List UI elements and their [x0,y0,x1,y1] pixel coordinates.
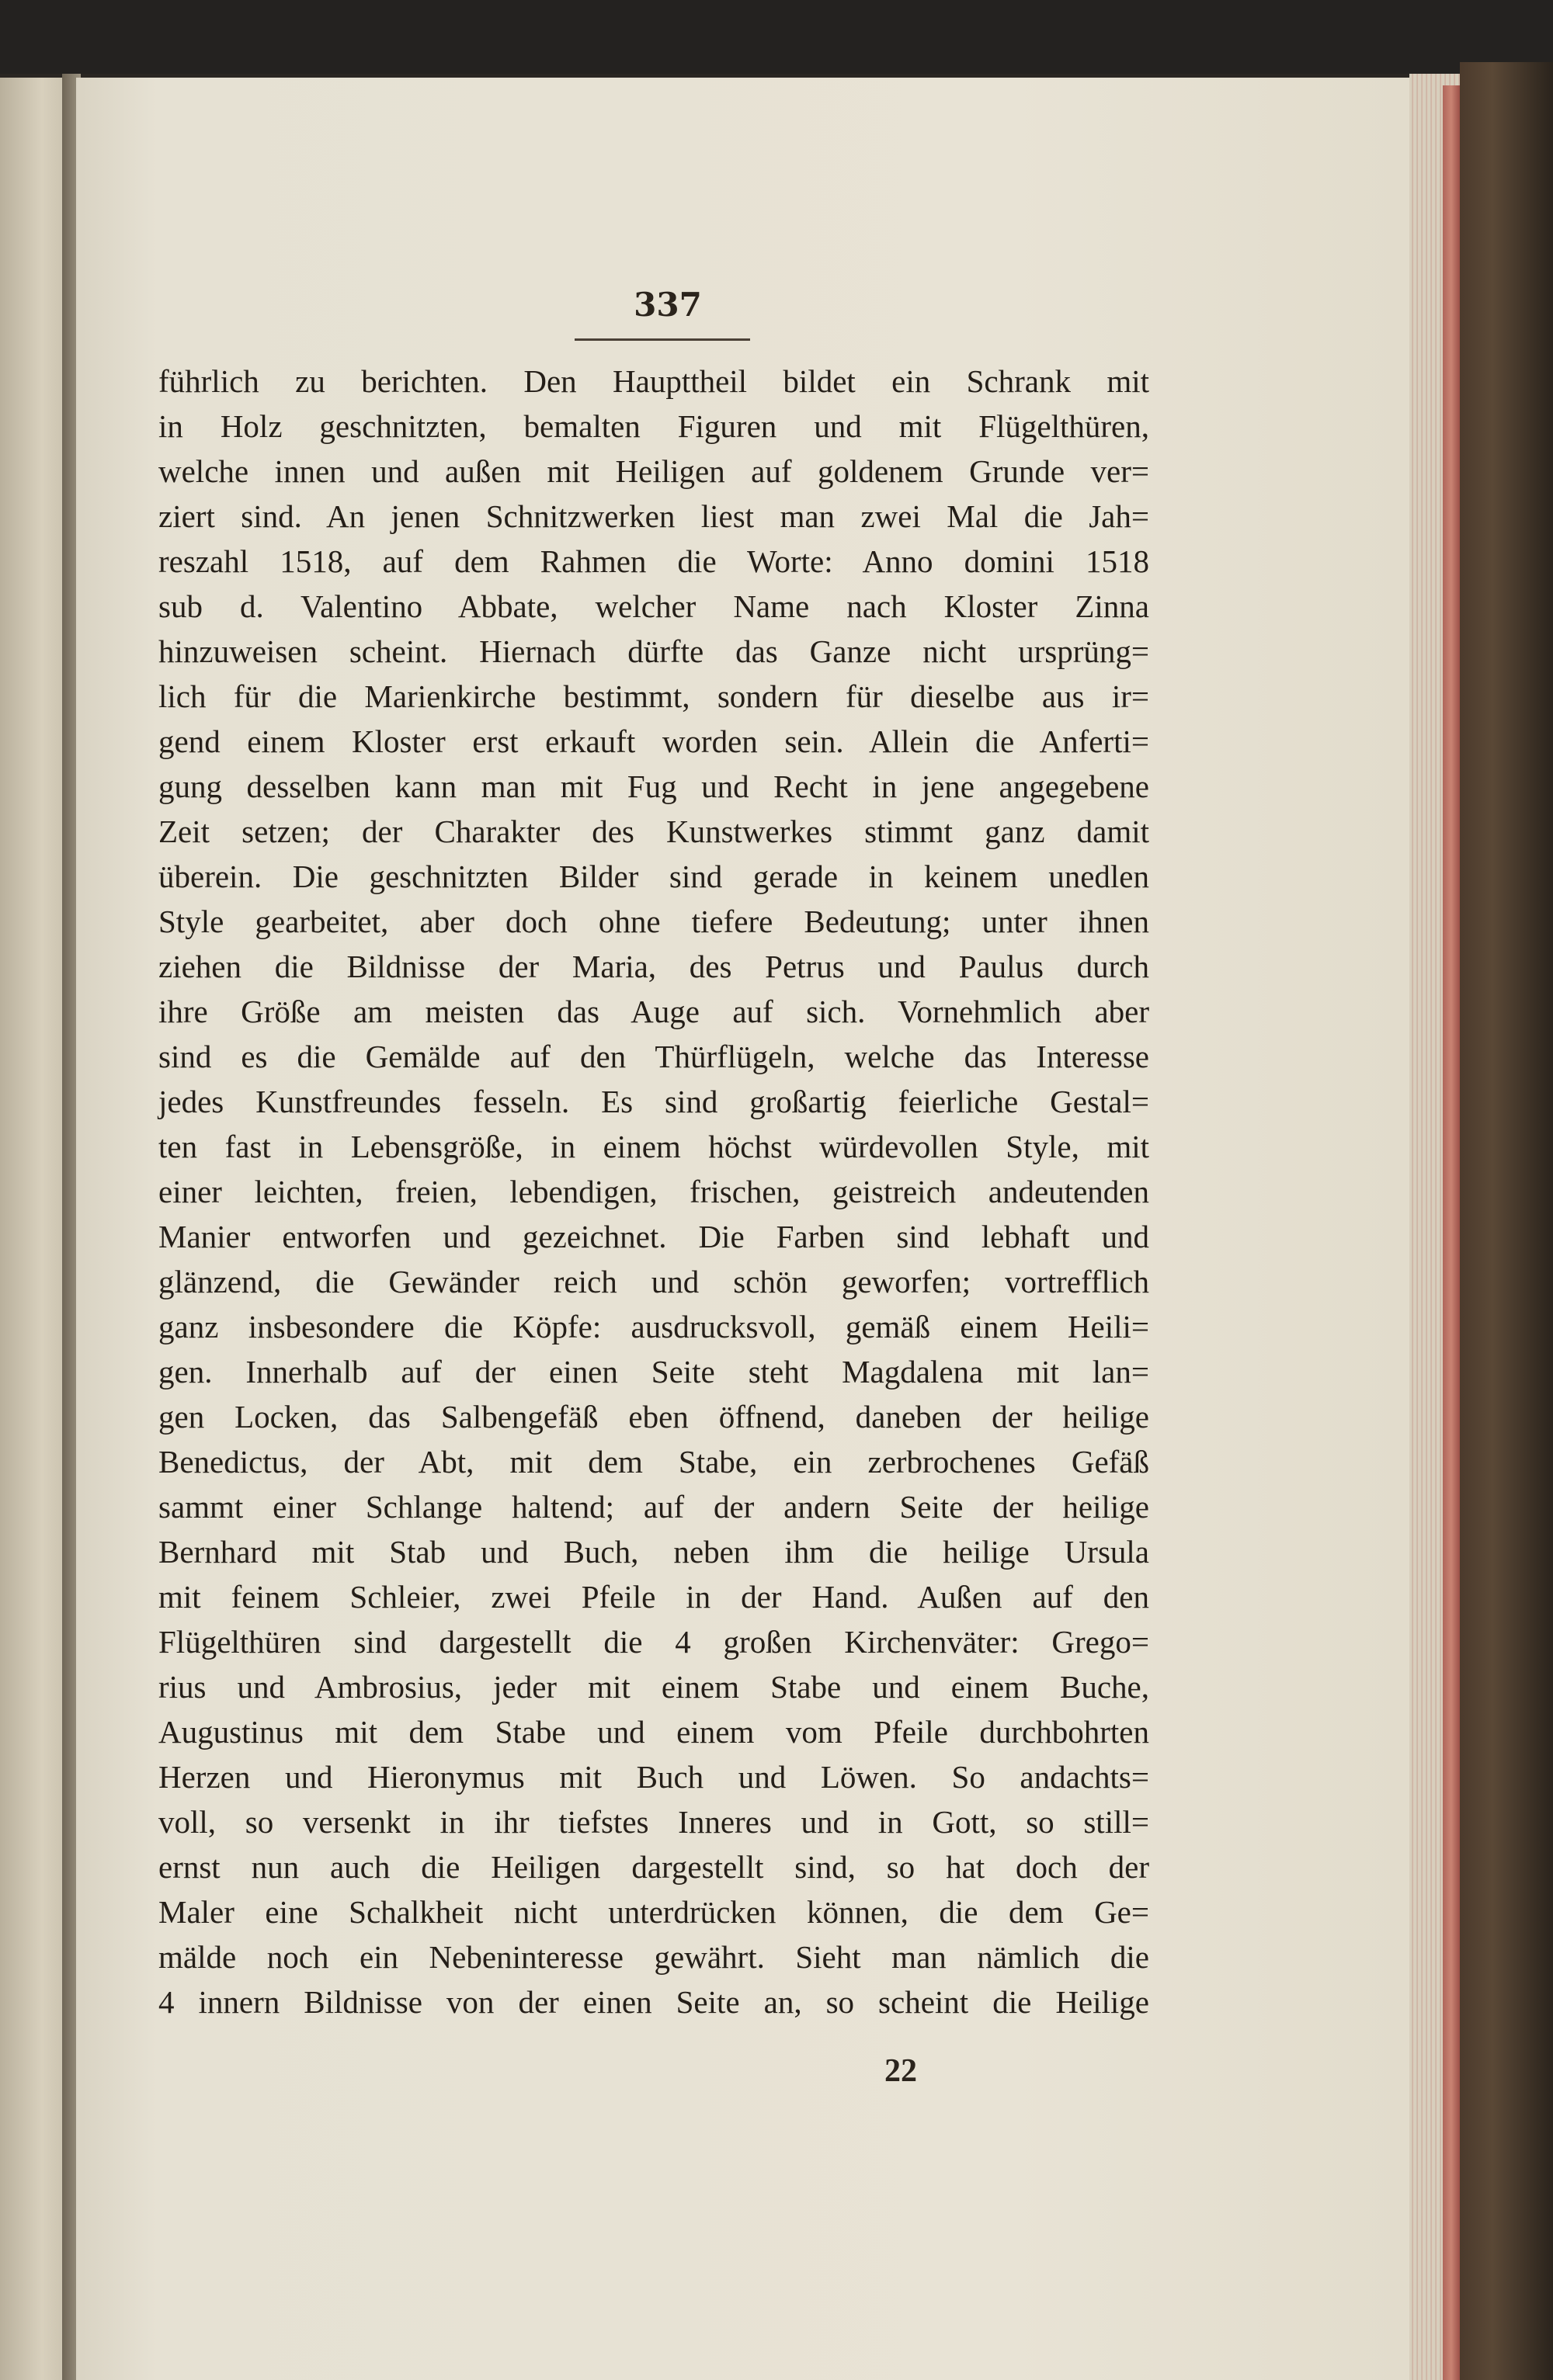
text-line: mälde noch ein Nebeninteresse gewährt. Sieht man nämlich die [158,1939,1149,1975]
text-line: ten fast in Lebensgröße, in einem höchst würdevollen Style, mit [158,1129,1149,1164]
text-line: Benedictus, der Abt, mit dem Stabe, ein zerbrochenes Gefäß [158,1444,1149,1480]
text-line: gen Locken, das Salbengefäß eben öffnend, daneben der heilige [158,1399,1149,1435]
text-line: sind es die Gemälde auf den Thürflügeln, welche das Interesse [158,1039,1149,1074]
text-line: ganz insbesondere die Köpfe: ausdrucksvoll, gemäß einem Heili= [158,1309,1149,1344]
text-line: einer leichten, freien, lebendigen, frischen, geistreich andeutenden [158,1174,1149,1209]
text-line: in Holz geschnitzten, bemalten Figuren und mit Flügelthüren, [158,408,1149,444]
text-line: gend einem Kloster erst erkauft worden sein. Allein die Anferti= [158,723,1149,759]
text-line: mit feinem Schleier, zwei Pfeile in der Hand. Außen auf den [158,1579,1149,1615]
text-line: welche innen und außen mit Heiligen auf goldenem Grunde ver= [158,453,1149,489]
text-line: Herzen und Hieronymus mit Buch und Löwen. So andachts= [158,1759,1149,1795]
text-line: jedes Kunstfreundes fesseln. Es sind großartig feierliche Gestal= [158,1084,1149,1119]
page-number: 337 [634,286,702,324]
text-line: voll, so versenkt in ihr tiefstes Inneres und in Gott, so still= [158,1804,1149,1840]
signature-mark: 22 [884,2053,917,2089]
text-line: rius und Ambrosius, jeder mit einem Stabe und einem Buche, [158,1669,1149,1705]
text-line: Maler eine Schalkheit nicht unterdrücken können, die dem Ge= [158,1894,1149,1930]
text-line: sub d. Valentino Abbate, welcher Name nach Kloster Zinna [158,588,1149,624]
text-line: ziert sind. An jenen Schnitzwerken liest man zwei Mal die Jah= [158,498,1149,534]
text-line: Zeit setzen; der Charakter des Kunstwerkes stimmt ganz damit [158,814,1149,849]
text-line: Augustinus mit dem Stabe und einem vom Pfeile durchbohrten [158,1714,1149,1750]
text-line: hinzuweisen scheint. Hiernach dürfte das Ganze nicht ursprüng= [158,633,1149,669]
background-top [0,0,1553,74]
text-line: ziehen die Bildnisse der Maria, des Petrus und Paulus durch [158,949,1149,984]
text-line: Manier entworfen und gezeichnet. Die Farben sind lebhaft und [158,1219,1149,1254]
text-line: sammt einer Schlange haltend; auf der andern Seite der heilige [158,1489,1149,1525]
text-line: gung desselben kann man mit Fug und Recht in jene angegebene [158,768,1149,804]
book-cover-edge [1460,62,1553,2380]
body-text [158,359,1149,2024]
text-line: reszahl 1518, auf dem Rahmen die Worte: Anno domini 1518 [158,543,1149,579]
text-line: ernst nun auch die Heiligen dargestellt sind, so hat doch der [158,1849,1149,1885]
text-line: lich für die Marienkirche bestimmt, sondern für dieselbe aus ir= [158,678,1149,714]
text-line: überein. Die geschnitzten Bilder sind gerade in keinem unedlen [158,859,1149,894]
text-line: ihre Größe am meisten das Auge auf sich. Vornehmlich aber [158,994,1149,1029]
text-line: 4 innern Bildnisse von der einen Seite an, so scheint die Heilige [158,1984,1149,2020]
text-line: gen. Innerhalb auf der einen Seite steht Magdalena mit lan= [158,1354,1149,1389]
text-line: Bernhard mit Stab und Buch, neben ihm die heilige Ursula [158,1534,1149,1570]
header-rule [575,338,750,341]
text-line: führlich zu berichten. Den Haupttheil bildet ein Schrank mit [158,363,1149,399]
text-line: Style gearbeitet, aber doch ohne tiefere Bedeutung; unter ihnen [158,904,1149,939]
left-page-edge [0,78,70,2380]
red-page-edge [1443,85,1460,2380]
text-line: Flügelthüren sind dargestellt die 4 großen Kirchenväter: Grego= [158,1624,1149,1660]
text-line: glänzend, die Gewänder reich und schön geworfen; vortrefflich [158,1264,1149,1299]
